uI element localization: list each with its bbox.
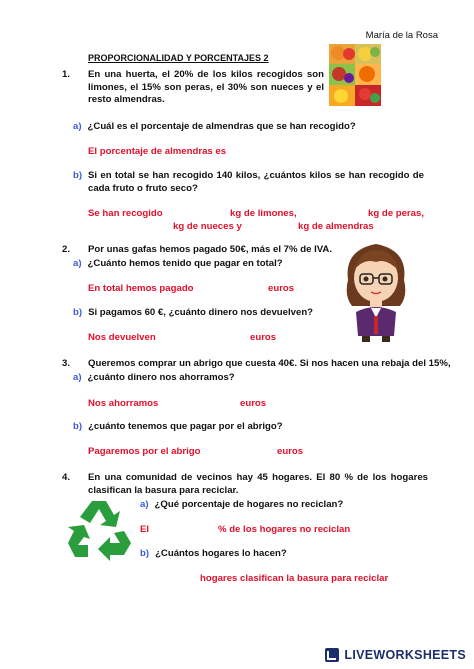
liveworksheets-brand: LIVEWORKSHEETS bbox=[344, 648, 466, 662]
q1-number: 1. bbox=[62, 69, 71, 80]
q4-number: 4. bbox=[62, 472, 71, 483]
q3a-answer-part1: Nos ahorramos bbox=[88, 398, 159, 409]
q1b-label: b) bbox=[73, 170, 83, 181]
q4a-answer-part1: El bbox=[140, 524, 150, 535]
q1a-label: a) bbox=[73, 121, 82, 132]
q3-number: 3. bbox=[62, 358, 71, 369]
q3a-question bbox=[73, 372, 235, 383]
q2-text: Por unas gafas hemos pagado 50€, más el 7% de IVA. bbox=[88, 244, 333, 255]
q1b-answer-part3: kg de peras, bbox=[368, 208, 424, 219]
q4b-answer: hogares clasifican la basura para reciclar bbox=[200, 573, 389, 584]
author-name: María de la Rosa bbox=[365, 30, 438, 41]
q1b-answer-part5: kg de almendras bbox=[298, 221, 374, 232]
q1a-question bbox=[73, 121, 356, 132]
q3b-question bbox=[73, 421, 283, 432]
worksheet-title: PROPORCIONALIDAD Y PORCENTAJES 2 bbox=[88, 53, 269, 63]
q2b-text: Si pagamos 60 €, ¿cuánto dinero nos devuelven? bbox=[88, 307, 314, 318]
q3a-answer-part2: euros bbox=[240, 398, 267, 409]
q4-text: En una comunidad de vecinos hay 45 hogares. El 80 % de los hogares clasifican la basura para reciclar. bbox=[88, 472, 428, 496]
q2a-answer-part1: En total hemos pagado bbox=[88, 283, 194, 294]
q4b-label: b) bbox=[140, 548, 150, 559]
liveworksheets-icon bbox=[324, 647, 340, 663]
q2a-label: a) bbox=[73, 258, 82, 269]
q3a-label: a) bbox=[73, 372, 82, 383]
q2a-question bbox=[73, 258, 283, 269]
fruit-image bbox=[329, 44, 381, 106]
q1-text: En una huerta, el 20% de los kilos recogidos son limones, el 15% son peras, el 30% son nueces y el resto almendras. bbox=[88, 69, 324, 105]
q3b-answer-part2: euros bbox=[277, 446, 304, 457]
q4a-question bbox=[140, 499, 343, 510]
q2b-label: b) bbox=[73, 307, 83, 318]
q2b-answer-part1: Nos devuelven bbox=[88, 332, 156, 343]
q2a-answer-part2: euros bbox=[268, 283, 295, 294]
q1b-answer-part4: kg de nueces y bbox=[173, 221, 242, 232]
q2b-question bbox=[73, 307, 313, 318]
q4a-text: ¿Qué porcentaje de hogares no reciclan? bbox=[154, 499, 344, 510]
q1a-text: ¿Cuál es el porcentaje de almendras que se han recogido? bbox=[87, 121, 356, 132]
q4b-text: ¿Cuántos hogares lo hacen? bbox=[155, 548, 287, 559]
q3b-label: b) bbox=[73, 421, 83, 432]
q1b-text: Si en total se han recogido 140 kilos, ¿cuántos kilos se han recogido de cada fruto o fruto seco? bbox=[88, 170, 424, 194]
liveworksheets-logo bbox=[324, 647, 466, 663]
q1a-answer-text: El porcentaje de almendras es bbox=[88, 146, 227, 157]
q3b-text: ¿cuánto tenemos que pagar por el abrigo? bbox=[88, 421, 283, 432]
q2a-text: ¿Cuánto hemos tenido que pagar en total? bbox=[87, 258, 283, 269]
q4a-label: a) bbox=[140, 499, 149, 510]
q2-number: 2. bbox=[62, 244, 71, 255]
q3a-text: ¿cuánto dinero nos ahorramos? bbox=[87, 372, 235, 383]
teacher-girl-illustration bbox=[338, 236, 414, 342]
q4a-answer-part2: % de los hogares no reciclan bbox=[218, 524, 351, 535]
q3-text: Queremos comprar un abrigo que cuesta 40€. Si nos hacen una rebaja del 15%, bbox=[88, 358, 451, 369]
recycle-icon bbox=[64, 497, 134, 561]
q2b-answer-part2: euros bbox=[250, 332, 277, 343]
q1b-answer-part1: Se han recogido bbox=[88, 208, 163, 219]
q3b-answer-part1: Pagaremos por el abrigo bbox=[88, 446, 201, 457]
q1b-answer-part2: kg de limones, bbox=[230, 208, 297, 219]
q4b-question bbox=[140, 548, 287, 559]
